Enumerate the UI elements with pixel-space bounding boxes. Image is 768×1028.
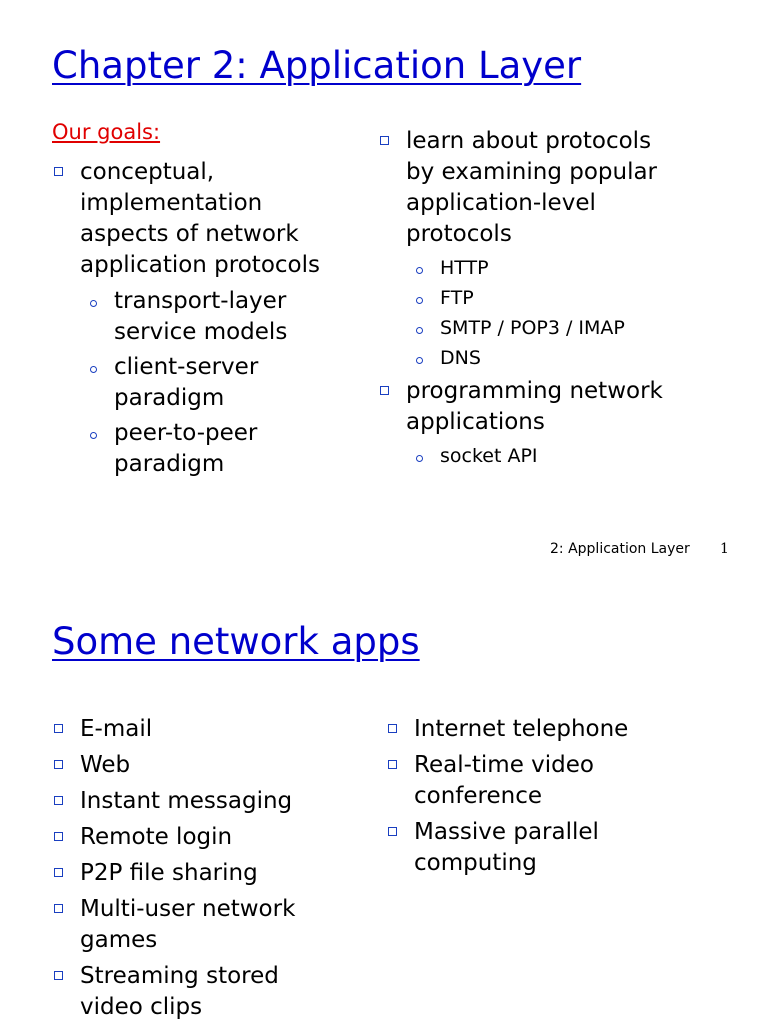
sub-item-text: FTP	[440, 287, 474, 309]
list-item	[52, 786, 332, 817]
sub-list-item	[406, 443, 678, 469]
square-bullet-icon	[54, 971, 63, 980]
list-item	[378, 126, 678, 371]
sub-item-text: peer-to-peer paradigm	[114, 420, 258, 477]
list-item-text: Instant messaging	[80, 788, 293, 814]
sub-list-item	[406, 345, 678, 371]
list-item-text: Real-time video conference	[414, 752, 594, 809]
list-item-text: Internet telephone	[414, 716, 629, 742]
circle-bullet-icon	[416, 267, 423, 274]
square-bullet-icon	[54, 796, 63, 805]
sub-item-text: transport-layer service models	[114, 288, 288, 345]
goals-label: Our goals:	[52, 120, 161, 144]
square-bullet-icon	[54, 904, 63, 913]
list-item-text: E-mail	[80, 716, 153, 742]
list-item-text: Streaming stored video clips	[80, 963, 279, 1020]
circle-bullet-icon	[416, 455, 423, 462]
circle-bullet-icon	[416, 357, 423, 364]
sub-item-text: HTTP	[440, 257, 489, 279]
sub-list	[406, 255, 678, 371]
list-item-text: Massive parallel computing	[414, 819, 599, 876]
square-bullet-icon	[54, 167, 63, 176]
square-bullet-icon	[54, 832, 63, 841]
list-item-text: Web	[80, 752, 131, 778]
list-item-text: Remote login	[80, 824, 233, 850]
slide-2-left-list	[52, 714, 332, 1028]
list-item	[52, 822, 332, 853]
list-item	[386, 714, 666, 745]
sub-list-item	[406, 285, 678, 311]
sub-list	[406, 443, 678, 469]
sub-item-text: DNS	[440, 347, 481, 369]
list-item-text: Multi-user network games	[80, 896, 296, 953]
slide-1-title: Chapter 2: Application Layer	[52, 44, 582, 87]
sub-list-item	[406, 255, 678, 281]
page-number: 1	[720, 541, 729, 557]
sub-list-item	[406, 315, 678, 341]
slide-2-title: Some network apps	[52, 620, 420, 663]
list-item	[52, 894, 332, 956]
square-bullet-icon	[380, 136, 389, 145]
list-item-text: conceptual, implementation aspects of network application protocols	[80, 159, 320, 278]
list-item	[52, 961, 332, 1023]
list-item-text: programming network applications	[406, 378, 663, 435]
square-bullet-icon	[388, 827, 397, 836]
circle-bullet-icon	[90, 432, 97, 439]
sub-list	[80, 286, 342, 480]
list-item	[52, 714, 332, 745]
square-bullet-icon	[54, 760, 63, 769]
square-bullet-icon	[388, 724, 397, 733]
list-item	[386, 817, 666, 879]
square-bullet-icon	[54, 868, 63, 877]
circle-bullet-icon	[416, 327, 423, 334]
slide-1-left-list	[52, 157, 342, 485]
circle-bullet-icon	[90, 300, 97, 307]
list-item-text: learn about protocols by examining popular application-level protocols	[406, 128, 658, 247]
list-item	[378, 376, 678, 469]
square-bullet-icon	[380, 386, 389, 395]
sub-list-item	[80, 286, 342, 348]
list-item	[386, 750, 666, 812]
sub-list-item	[80, 418, 342, 480]
list-item	[52, 858, 332, 889]
slide-1-right-list	[378, 126, 678, 474]
sub-item-text: SMTP / POP3 / IMAP	[440, 317, 625, 339]
sub-item-text: client-server paradigm	[114, 354, 259, 411]
footer-label: 2: Application Layer	[550, 541, 690, 557]
square-bullet-icon	[54, 724, 63, 733]
sub-item-text: socket API	[440, 445, 538, 467]
square-bullet-icon	[388, 760, 397, 769]
circle-bullet-icon	[90, 366, 97, 373]
list-item	[52, 157, 342, 480]
circle-bullet-icon	[416, 297, 423, 304]
list-item-text: P2P file sharing	[80, 860, 258, 886]
slide-2	[0, 580, 768, 1024]
slide-2-right-list	[386, 714, 666, 884]
list-item	[52, 750, 332, 781]
sub-list-item	[80, 352, 342, 414]
